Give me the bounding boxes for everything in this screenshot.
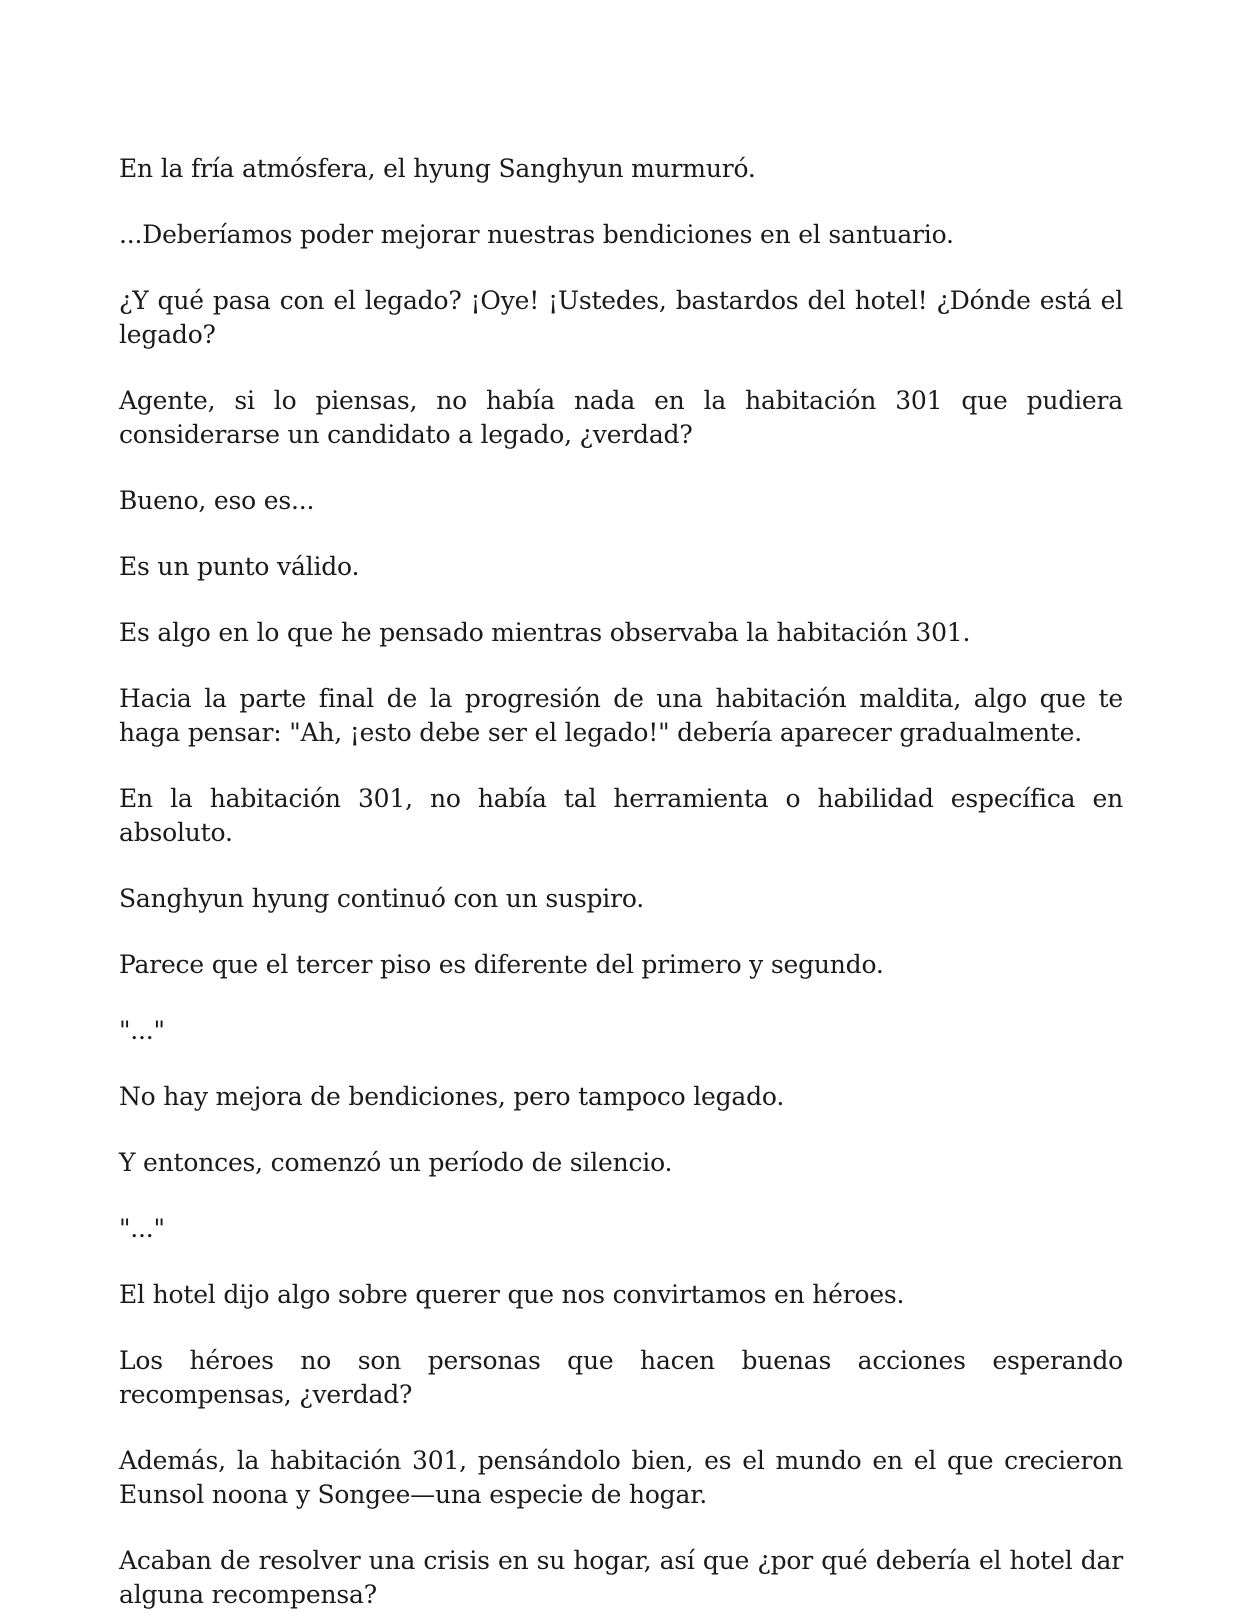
paragraph: Acaban de resolver una crisis en su hogar, así que ¿por qué debería el hotel dar alguna recompensa? bbox=[119, 1546, 1123, 1609]
text-body bbox=[119, 152, 1123, 1617]
paragraph: Es algo en lo que he pensado mientras observaba la habitación 301. bbox=[119, 618, 971, 647]
paragraph: Además, la habitación 301, pensándolo bien, es el mundo en el que crecieron Eunsol noona y Songee—una especie de hogar. bbox=[119, 1446, 1123, 1509]
paragraph: Bueno, eso es... bbox=[119, 486, 315, 515]
paragraph: "..." bbox=[119, 1214, 165, 1243]
paragraph: Es un punto válido. bbox=[119, 552, 360, 581]
paragraph: Parece que el tercer piso es diferente del primero y segundo. bbox=[119, 950, 884, 979]
paragraph: El hotel dijo algo sobre querer que nos convirtamos en héroes. bbox=[119, 1280, 905, 1309]
paragraph: ¿Y qué pasa con el legado? ¡Oye! ¡Ustedes, bastardos del hotel! ¿Dónde está el legado? bbox=[119, 286, 1123, 349]
paragraph: Agente, si lo piensas, no había nada en la habitación 301 que pudiera considerarse un candidato a legado, ¿verdad? bbox=[119, 386, 1123, 449]
paragraph: Los héroes no son personas que hacen buenas acciones esperando recompensas, ¿verdad? bbox=[119, 1346, 1123, 1409]
paragraph: No hay mejora de bendiciones, pero tampoco legado. bbox=[119, 1082, 785, 1111]
paragraph: "..." bbox=[119, 1016, 165, 1045]
paragraph: En la habitación 301, no había tal herramienta o habilidad específica en absoluto. bbox=[119, 784, 1123, 847]
paragraph: Sanghyun hyung continuó con un suspiro. bbox=[119, 884, 645, 913]
paragraph: Hacia la parte final de la progresión de una habitación maldita, algo que te haga pensar: "Ah, ¡esto debe ser el legado!" debería aparecer gradualmente. bbox=[119, 684, 1123, 747]
paragraph: Y entonces, comenzó un período de silencio. bbox=[119, 1148, 673, 1177]
paragraph: En la fría atmósfera, el hyung Sanghyun murmuró. bbox=[119, 154, 756, 183]
paragraph: ...Deberíamos poder mejorar nuestras bendiciones en el santuario. bbox=[119, 220, 954, 249]
